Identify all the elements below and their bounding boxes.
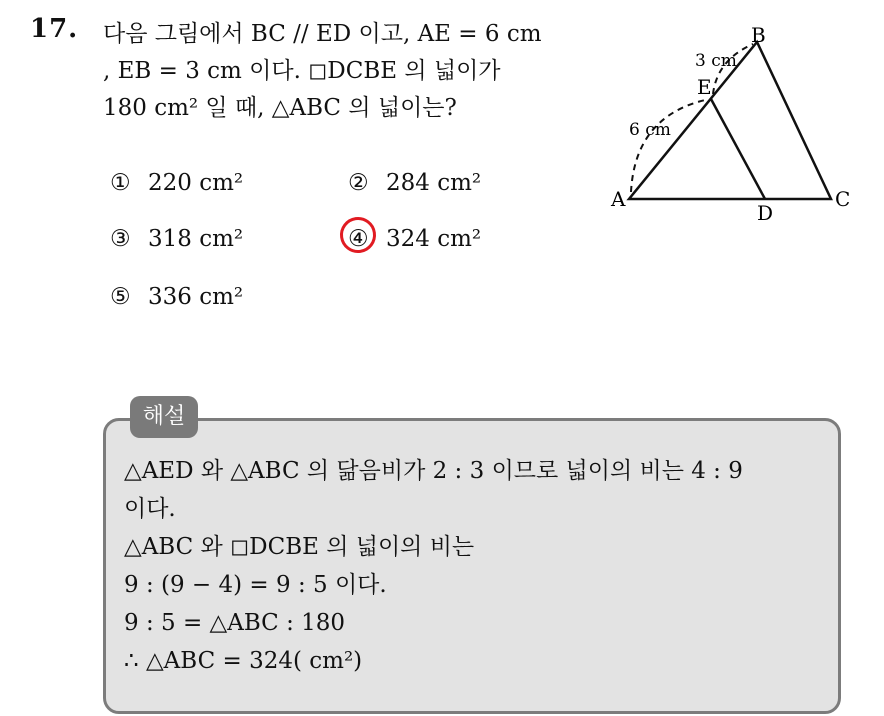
segment-ed (711, 99, 765, 199)
label-d: D (757, 201, 774, 225)
choice-5[interactable] (110, 282, 243, 312)
stem-line-3: 180 cm² 일 때, △ABC 의 넓이는? (103, 95, 457, 121)
choice-2-mark: ② (348, 170, 369, 196)
solution-line-3: △ABC 와 ◻DCBE 의 넓이의 비는 (124, 534, 475, 560)
label-c: C (835, 187, 851, 211)
question-number: 17. (30, 14, 79, 44)
length-ae-label: 6 cm (629, 120, 671, 140)
label-b: B (751, 23, 766, 47)
choice-4[interactable] (348, 224, 481, 254)
solution-tab: 해설 (130, 396, 198, 438)
length-eb-label: 3 cm (695, 51, 737, 71)
choice-2[interactable] (348, 168, 481, 198)
solution-line-5: 9 : 5 = △ABC : 180 (124, 610, 346, 636)
choice-1-text: 220 cm² (148, 170, 244, 196)
choice-5-text: 336 cm² (148, 284, 244, 310)
choice-4-text: 324 cm² (386, 226, 482, 252)
choice-1-mark: ① (110, 170, 131, 196)
arc-ae (631, 100, 705, 192)
choice-3-mark: ③ (110, 226, 131, 252)
label-a: A (611, 187, 626, 211)
choice-5-mark: ⑤ (110, 284, 131, 310)
question-stem (103, 16, 593, 127)
stem-line-2: , EB = 3 cm 이다. ◻DCBE 의 넓이가 (103, 58, 501, 84)
choice-2-text: 284 cm² (386, 170, 482, 196)
choice-1[interactable] (110, 168, 243, 198)
solution-line-2: 이다. (124, 496, 176, 522)
solution-line-4: 9 : (9 − 4) = 9 : 5 이다. (124, 572, 387, 598)
triangle-figure (605, 22, 865, 232)
solution-line-1: △AED 와 △ABC 의 닮음비가 2 : 3 이므로 넓이의 비는 4 : 9 (124, 458, 743, 484)
label-e: E (697, 75, 712, 99)
choice-3-text: 318 cm² (148, 226, 244, 252)
stem-line-1: 다음 그림에서 BC // ED 이고, AE = 6 cm (103, 21, 542, 47)
choice-4-mark: ④ (348, 226, 369, 252)
choice-3[interactable] (110, 224, 243, 254)
solution-line-6: ∴ △ABC = 324( cm²) (124, 648, 363, 674)
